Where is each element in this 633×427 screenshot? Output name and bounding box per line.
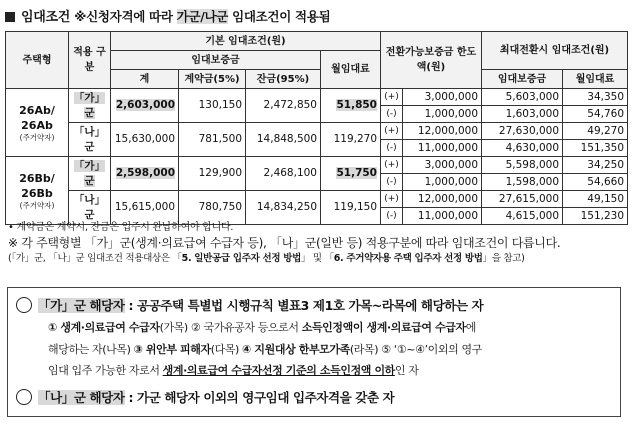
- header-total: 계: [111, 70, 179, 89]
- monthly-cell: 119,150: [321, 191, 381, 225]
- note-payment: • 계약금은 계약시, 잔금은 입주시 완납하여야 합니다.: [8, 222, 234, 233]
- circle-bullet-icon: [16, 389, 32, 405]
- header-balance: 잔금(95%): [246, 70, 321, 89]
- title-main: 임대조건: [21, 10, 71, 25]
- conv-amount-cell: 12,000,000: [403, 123, 482, 140]
- total-cell: 2,598,000: [111, 157, 179, 191]
- group-cell: 「가」군: [69, 89, 111, 123]
- conv-rent-cell: 49,270: [563, 123, 628, 140]
- sign-cell: (+): [381, 191, 403, 208]
- conv-rent-cell: 34,350: [563, 89, 628, 106]
- header-max-conversion: 최대전환시 임대조건(원): [482, 32, 628, 70]
- conv-amount-cell: 1,000,000: [403, 174, 482, 191]
- balance-cell: 14,834,250: [246, 191, 321, 225]
- table-row: [6, 123, 628, 140]
- conv-amount-cell: 12,000,000: [403, 191, 482, 208]
- contract-cell: 130,150: [179, 89, 246, 123]
- rent-conditions-table: [5, 31, 628, 225]
- header-house-type: 주택형: [6, 32, 69, 89]
- conv-deposit-cell: 5,598,000: [482, 157, 563, 174]
- conv-deposit-cell: 27,630,000: [482, 123, 563, 140]
- sign-cell: (-): [381, 140, 403, 157]
- group-b-heading: 「나」군 해당자 : 가군 해당자 이외의 영구임대 입주자격을 갖춘 자: [16, 388, 394, 406]
- total-cell: 15,630,000: [111, 123, 179, 157]
- house-type-cell: 26Ab/ 26Ab (주거약자): [6, 89, 69, 157]
- sign-cell: (+): [381, 89, 403, 106]
- header-apply-group: 적용 구분: [69, 32, 111, 89]
- square-bullet-icon: [5, 12, 15, 22]
- conv-rent-cell: 54,660: [563, 174, 628, 191]
- note-reference: (「가」군, 「나」군 임대조건 적용대상은 「5. 일반공급 입주자 선정 방법」 및 「6. 주거약자용 주택 입주자 선정 방법」을 참고): [8, 253, 525, 264]
- balance-cell: 2,472,850: [246, 89, 321, 123]
- total-cell: 2,603,000: [111, 89, 179, 123]
- conv-amount-cell: 3,000,000: [403, 89, 482, 106]
- group-a-line-2: 해당하는 자(나목) ③ 위안부 피해자(다목) ④ 지원대상 한부모가족(라목) ⑤ ‘①~④’이외의 영구: [48, 343, 482, 356]
- balance-cell: 14,848,500: [246, 123, 321, 157]
- conv-amount-cell: 11,000,000: [403, 140, 482, 157]
- conv-rent-cell: 54,760: [563, 106, 628, 123]
- contract-cell: 781,500: [179, 123, 246, 157]
- conv-rent-cell: 34,250: [563, 157, 628, 174]
- group-a-heading: 「가」군 해당자 : 공공주택 특별법 시행규칙 별표3 제1호 가목~라목에 해당하는 자: [16, 296, 483, 314]
- balance-cell: 2,468,100: [246, 157, 321, 191]
- group-cell: 「나」군: [69, 191, 111, 225]
- sign-cell: (-): [381, 208, 403, 225]
- table-row: [6, 157, 628, 174]
- sign-cell: (-): [381, 106, 403, 123]
- sign-cell: (+): [381, 157, 403, 174]
- conv-deposit-cell: 27,615,000: [482, 191, 563, 208]
- conv-rent-cell: 151,230: [563, 208, 628, 225]
- conv-deposit-cell: 1,598,000: [482, 174, 563, 191]
- house-type-cell: 26Bb/ 26Bb (주거약자): [6, 157, 69, 225]
- monthly-cell: 51,750: [321, 157, 381, 191]
- title-note: ※신청자격에 따라 가군/나군 임대조건이 적용됨: [74, 9, 331, 24]
- monthly-cell: 51,850: [321, 89, 381, 123]
- conv-amount-cell: 11,000,000: [403, 208, 482, 225]
- group-a-line-1: ① 생계·의료급여 수급자(가목) ② 국가유공자 등으로서 소득인정액이 생계·의료급여 수급자에: [48, 321, 476, 334]
- note-groups: ※ 각 주택형별 「가」군(생계·의료급여 수급자 등), 「나」군(일반 등) 적용구분에 따라 임대조건이 다릅니다.: [8, 236, 561, 250]
- header-contract: 계약금(5%): [179, 70, 246, 89]
- section-title: [5, 6, 330, 25]
- contract-cell: 129,900: [179, 157, 246, 191]
- conv-deposit-cell: 4,615,000: [482, 208, 563, 225]
- table-row: [6, 89, 628, 106]
- group-cell: 「가」군: [69, 157, 111, 191]
- table-row: [6, 191, 628, 208]
- conv-deposit-cell: 4,630,000: [482, 140, 563, 157]
- total-cell: 15,615,000: [111, 191, 179, 225]
- header-convertible: 전환가능보증금 한도액(원): [381, 32, 482, 89]
- conv-rent-cell: 49,150: [563, 191, 628, 208]
- conv-deposit-cell: 5,603,000: [482, 89, 563, 106]
- eligibility-box: [7, 287, 621, 417]
- conv-deposit-cell: 1,603,000: [482, 106, 563, 123]
- header-conv-deposit: 임대보증금: [482, 70, 563, 89]
- header-conv-monthly: 월임대료: [563, 70, 628, 89]
- conv-amount-cell: 3,000,000: [403, 157, 482, 174]
- sign-cell: (-): [381, 174, 403, 191]
- contract-cell: 780,750: [179, 191, 246, 225]
- notes: [8, 221, 630, 266]
- header-deposit: 임대보증금: [111, 51, 321, 70]
- header-basic: 기본 임대조건(원): [111, 32, 381, 51]
- circle-bullet-icon: [16, 297, 32, 313]
- sign-cell: (+): [381, 123, 403, 140]
- monthly-cell: 119,270: [321, 123, 381, 157]
- group-cell: 「나」군: [69, 123, 111, 157]
- header-monthly: 월임대료: [321, 51, 381, 89]
- group-a-line-3: 임대 입주 가능한 자로서 생계·의료급여 수급자선정 기준의 소득인정액 이하인 자: [48, 364, 419, 377]
- conv-amount-cell: 1,000,000: [403, 106, 482, 123]
- conv-rent-cell: 151,350: [563, 140, 628, 157]
